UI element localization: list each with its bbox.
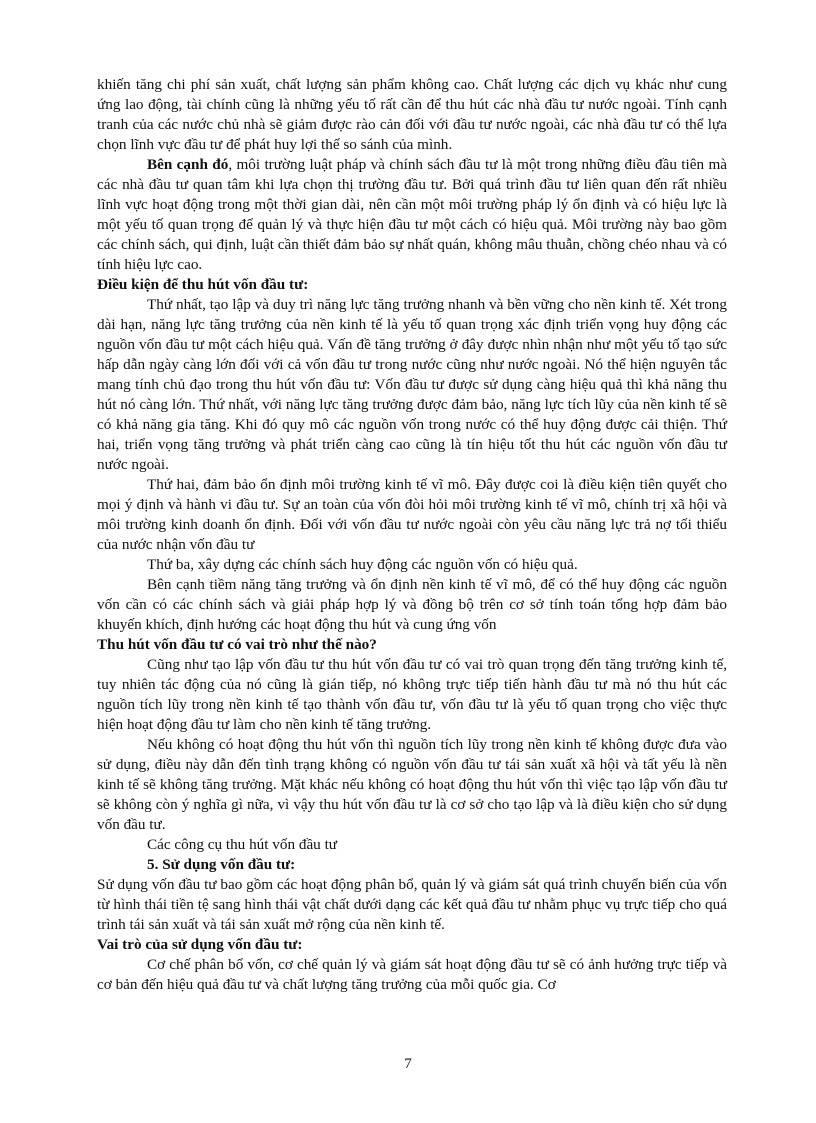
paragraph-policies: Bên cạnh tiềm năng tăng trưởng và ổn định nền kinh tế vĩ mô, để có thể huy động các nguồn vốn cần có các chính sách và giải pháp hợp lý và đồng bộ trên cơ sở tính toán tổng hợp đảm bảo khuyến khích, định hướng các hoạt động thu hút và cung ứng vốn xyxy=(97,576,727,633)
page-number: 7 xyxy=(404,1056,412,1072)
paragraph-third-condition: Thứ ba, xây dựng các chính sách huy động các nguồn vốn có hiệu quả. xyxy=(147,556,578,573)
section-heading-role: Thu hút vốn đầu tư có vai trò như thế nào? xyxy=(97,636,377,653)
section-heading-conditions: Điều kiện để thu hút vốn đầu tư: xyxy=(97,276,309,293)
paragraph-usage-mechanism: Cơ chế phân bổ vốn, cơ chế quản lý và giám sát hoạt động đầu tư sẽ có ảnh hưởng trực tiếp và cơ bản đến hiệu quả đầu tư và chất lượng tăng trưởng của mỗi quốc gia. Cơ xyxy=(97,956,727,993)
paragraph-second-condition: Thứ hai, đảm bảo ổn định môi trường kinh tế vĩ mô. Đây được coi là điều kiện tiên quyết cho mọi ý định và hành vi đầu tư. Sự an toàn của vốn đòi hỏi môi trường kinh tế vĩ mô, chính trị xã hội và môi trường kinh doanh ổn định. Đối với vốn đầu tư nước ngoài còn yêu cầu năng lực trả nợ tối thiểu của nước nhận vốn đầu tư xyxy=(97,476,727,553)
paragraph-body: , môi trường luật pháp và chính sách đầu tư là một trong những điều đầu tiên mà các nhà đầu tư quan tâm khi lựa chọn thị trường đầu tư. Bởi quá trình đầu tư liên quan đến rất nhiều lĩnh vực hoạt động trong một thời gian dài, nên cần một môi trường pháp lý ổn định và có hiệu lực là một yếu tố quan trọng để quản lý và thực hiện đầu tư một cách có hiệu quả. Môi trường này bao gồm các chính sách, qui định, luật cần thiết đảm bảo sự nhất quán, không mâu thuẫn, chồng chéo nhau và có tính hiệu lực cao. xyxy=(97,156,727,273)
paragraph-usage-definition: Sử dụng vốn đầu tư bao gồm các hoạt động phân bổ, quản lý và giám sát quá trình chuyển biến của vốn từ hình thái tiền tệ sang hình thái vật chất dưới dạng các kết quả đầu tư nhằm phục vụ trực tiếp cho quá trình tái sản xuất và tái sản xuất mở rộng của nền kinh tế. xyxy=(97,876,727,933)
paragraph-continuation: khiến tăng chi phí sản xuất, chất lượng sản phẩm không cao. Chất lượng các dịch vụ khác như cung ứng lao động, tài chính cũng là những yếu tố rất cần để thu hút các nhà đầu tư nước ngoài. Tính cạnh tranh của các nước chủ nhà sẽ giảm được rào cản đối với đầu tư nước ngoài, các nhà đầu tư có thể lựa chọn lĩnh vực đầu tư để phát huy lợi thế so sánh của mình. xyxy=(97,76,727,153)
paragraph-role-growth: Cũng như tạo lập vốn đầu tư thu hút vốn đầu tư có vai trò quan trọng đến tăng trưởng kinh tế, tuy nhiên tác động của nó cũng là gián tiếp, nó không trực tiếp tiến hành đầu tư mà nó thu hút các nguồn tích lũy trong nền kinh tế tạo thành vốn đầu tư, vốn đầu tư là yếu tố quan trọng cho việc thực hiện hoạt động đầu tư làm cho nền kinh tế tăng trưởng. xyxy=(97,656,727,733)
paragraph-tools: Các công cụ thu hút vốn đầu tư xyxy=(147,836,338,853)
paragraph-first-condition: Thứ nhất, tạo lập và duy trì năng lực tăng trưởng nhanh và bền vững cho nền kinh tế. Xét trong dài hạn, năng lực tăng trưởng của nền kinh tế là yếu tố quan trọng xác định triển vọng huy động các nguồn vốn đầu tư một cách hiệu quả. Vấn đề tăng trưởng ở đây được nhìn nhận như một yếu tố tạo sức hấp dẫn ngày càng lớn đối với cả vốn đầu tư trong nước cũng như nước ngoài. Nó thể hiện nguyên tắc mang tính chủ đạo trong thu hút vốn đầu tư: Vốn đầu tư được sử dụng càng hiệu quả thì khả năng thu hút nó càng lớn. Thứ nhất, với năng lực tăng trưởng được đảm bảo, năng lực tích lũy của nền kinh tế sẽ có khả năng gia tăng. Khi đó quy mô các nguồn vốn trong nước có thể huy động được cải thiện. Thứ hai, triển vọng tăng trưởng và phát triển càng cao cũng là tín hiệu tốt thu hút các nguồn vốn đầu tư nước ngoài. xyxy=(97,296,727,473)
document-page xyxy=(97,75,727,995)
section-heading-usage-role: Vai trò của sử dụng vốn đầu tư: xyxy=(97,936,303,953)
paragraph-role-accumulation: Nếu không có hoạt động thu hút vốn thì nguồn tích lũy trong nền kinh tế không được đưa vào sử dụng, điều này dẫn đến tình trạng không có nguồn vốn đầu tư tái sản xuất xã hội và tất yếu là nền kinh tế sẽ không tăng trưởng. Mặt khác nếu không có hoạt động thu hút vốn thì việc tạo lập vốn đầu tư sẽ không còn ý nghĩa gì nữa, vì vậy thu hút vốn đầu tư là cơ sở cho tạo lập và là điều kiện cho sử dụng vốn đầu tư. xyxy=(97,736,727,833)
paragraph-legal-environment xyxy=(97,155,727,275)
section-heading-usage: 5. Sử dụng vốn đầu tư: xyxy=(147,856,296,873)
paragraph-lead-bold: Bên cạnh đó xyxy=(147,156,229,173)
